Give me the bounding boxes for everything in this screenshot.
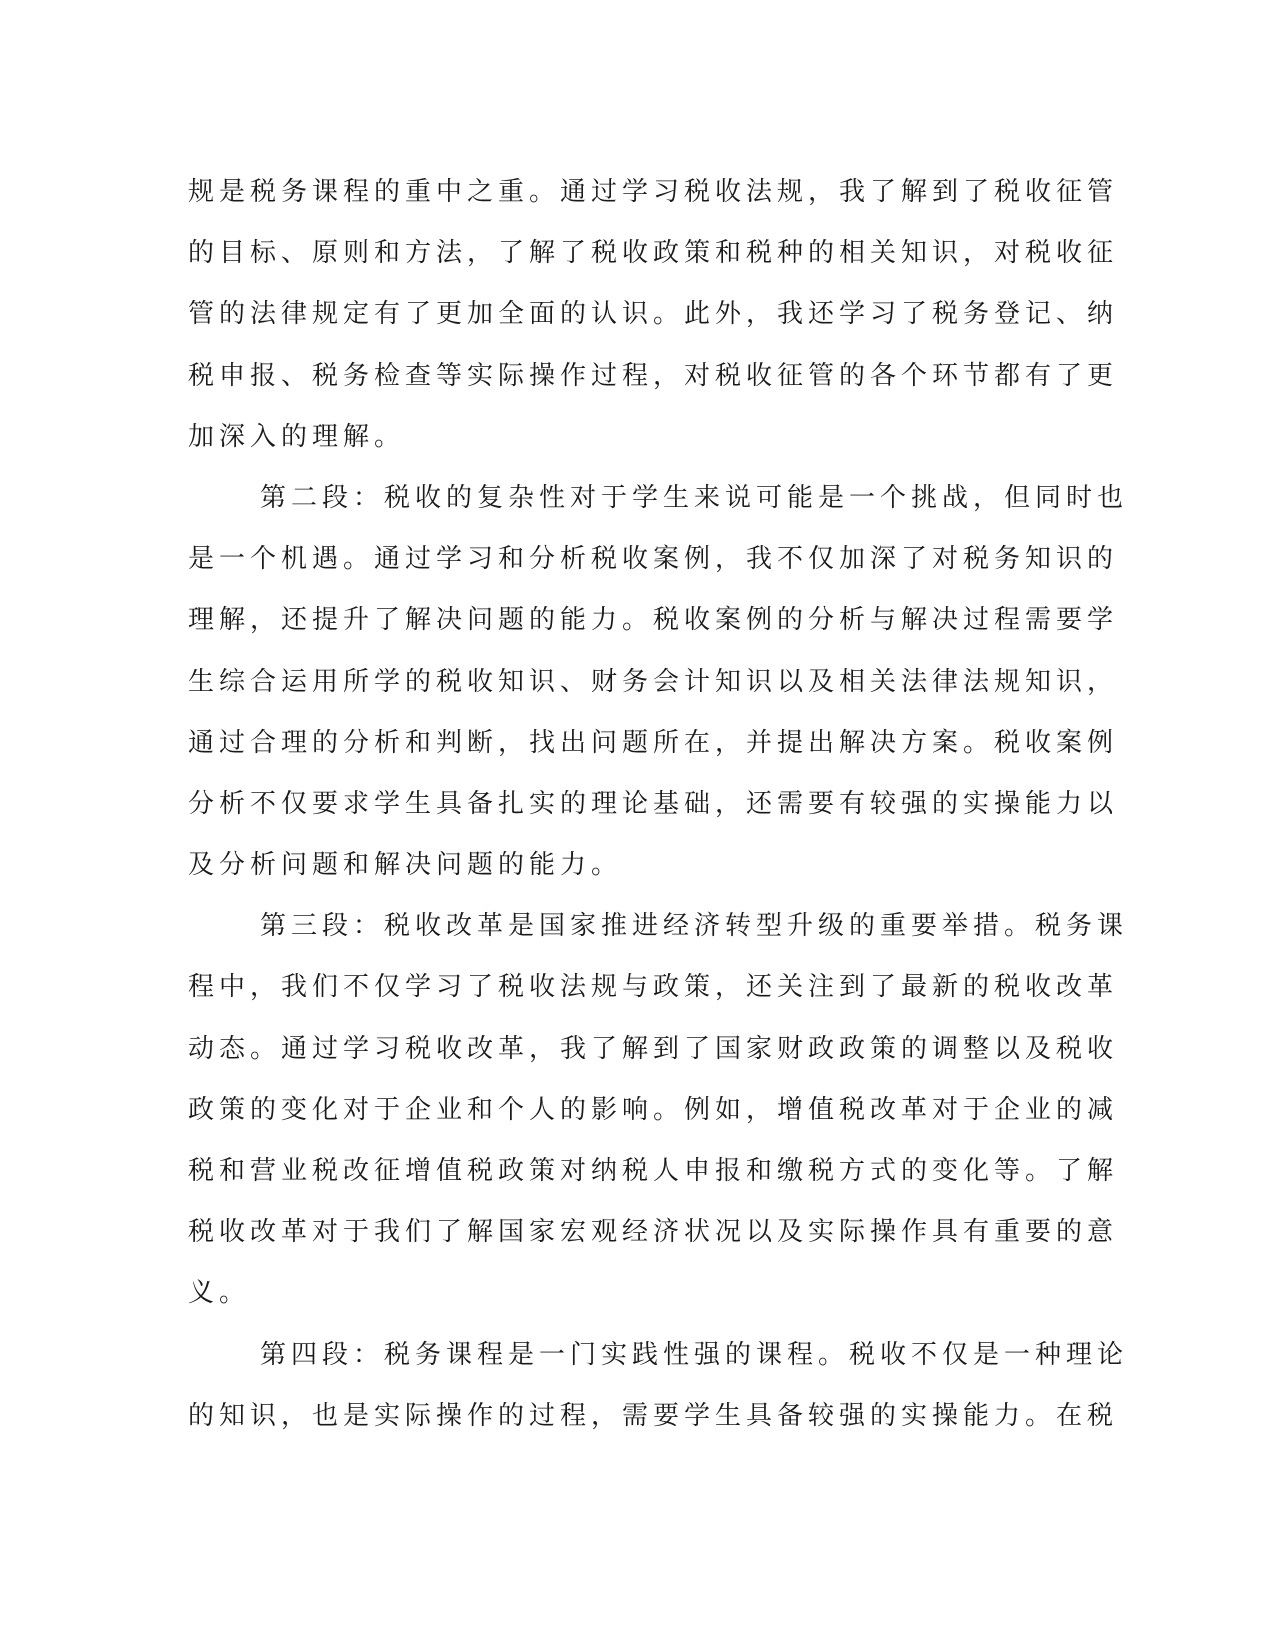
text-line: 及分析问题和解决问题的能力。 [188,850,623,881]
text-line: 义。 [188,1278,251,1309]
text-line: 是一个机遇。通过学习和分析税收案例，我不仅加深了对税务知识的 [188,544,1119,575]
text-line: 政策的变化对于企业和个人的影响。例如，增值税改革对于企业的减 [188,1094,1119,1125]
text-line: 规是税务课程的重中之重。通过学习税收法规，我了解到了税收征管 [188,177,1119,207]
text-line: 的知识，也是实际操作的过程，需要学生具备较强的实操能力。在税 [188,1400,1119,1431]
body-text [188,162,1129,1447]
paragraph-3-start: 第三段：税收改革是国家推进经济转型升级的重要举措。税务课 [260,911,1129,942]
text-line: 分析不仅要求学生具备扎实的理论基础，还需要有较强的实操能力以 [188,788,1119,819]
text-line: 税和营业税改征增值税政策对纳税人申报和缴税方式的变化等。了解 [188,1156,1119,1186]
paragraph-2-start: 第二段：税收的复杂性对于学生来说可能是一个挑战，但同时也 [260,482,1129,513]
text-line: 的目标、原则和方法，了解了税收政策和税种的相关知识，对税收征 [188,238,1119,269]
text-line: 通过合理的分析和判断，找出问题所在，并提出解决方案。税收案例 [188,727,1119,758]
text-line: 管的法律规定有了更加全面的认识。此外，我还学习了税务登记、纳 [188,299,1119,330]
paragraph-4-start: 第四段：税务课程是一门实践性强的课程。税收不仅是一种理论 [260,1339,1129,1370]
text-line: 程中，我们不仅学习了税收法规与政策，还关注到了最新的税收改革 [188,972,1119,1003]
text-line: 动态。通过学习税收改革，我了解到了国家财政政策的调整以及税收 [188,1033,1119,1064]
text-line: 生综合运用所学的税收知识、财务会计知识以及相关法律法规知识， [188,666,1119,697]
text-line: 加深入的理解。 [188,421,406,452]
text-line: 理解，还提升了解决问题的能力。税收案例的分析与解决过程需要学 [188,605,1119,636]
text-line: 税收改革对于我们了解国家宏观经济状况以及实际操作具有重要的意 [188,1217,1119,1248]
text-line: 税申报、税务检查等实际操作过程，对税收征管的各个环节都有了更 [188,360,1119,391]
